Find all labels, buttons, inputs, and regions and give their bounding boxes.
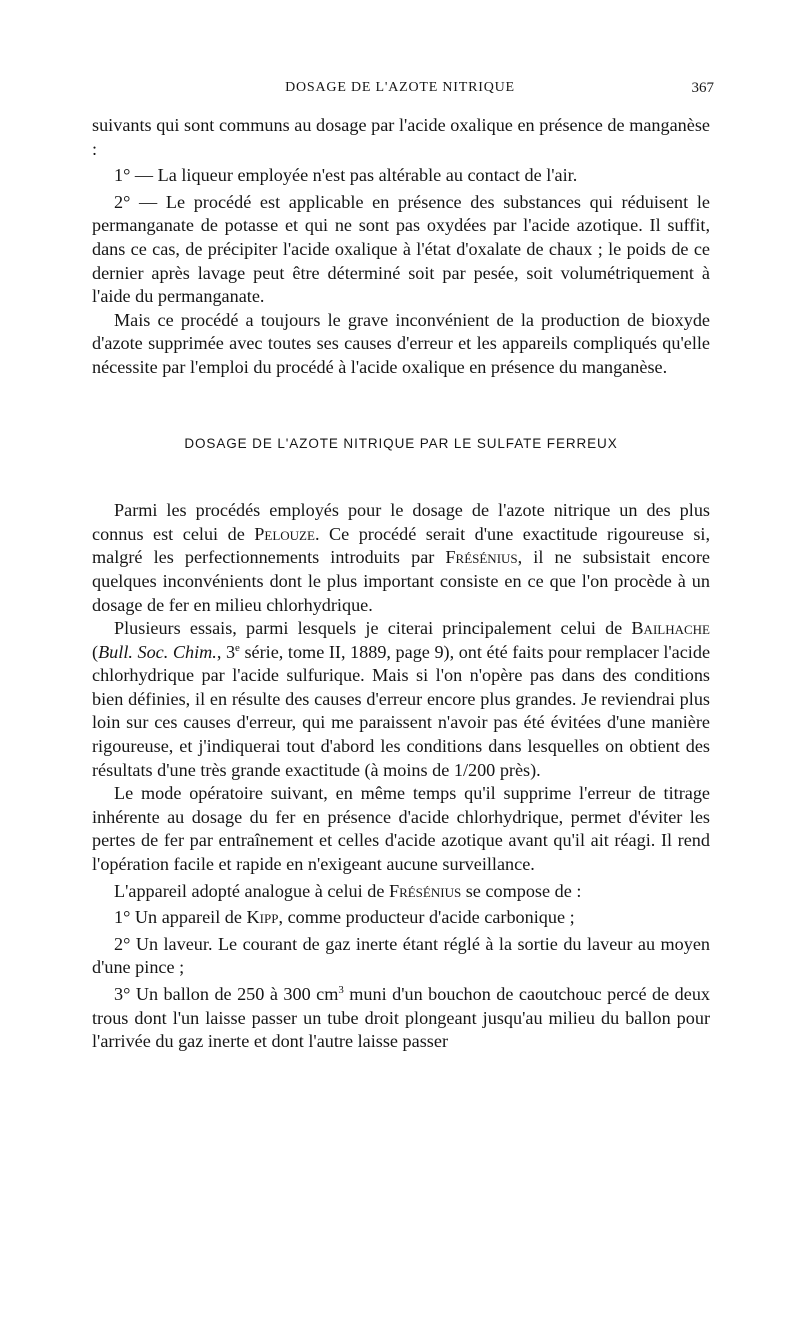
author-name: Kipp <box>246 907 279 928</box>
author-name: Frésénius <box>388 880 462 901</box>
paragraph: Le mode opératoire suivant, en même temps qu'il supprime l'erreur de titrage inhérente au dosage du fer en présence d'acide chlorhydrique, permet d'éviter les pertes de fer par entraînement et celles d'acide azotique avant qu'il ait réagi. Il rend l'opération facile et rapide en n'exigeant aucune surveillance. <box>92 783 710 875</box>
text-run: , il ne subsistait encore quelques inconvénients dont le plus important consiste en ce que l'on procède à un dosage de fer en milieu chlorhydrique. <box>92 547 710 615</box>
paragraph <box>92 499 710 617</box>
paragraph: suivants qui sont communs au dosage par l'acide oxalique en présence de manganèse : <box>92 115 710 159</box>
page-number: 367 <box>691 80 714 96</box>
superscript: 3 <box>338 983 344 996</box>
text-run: 1° Un appareil de <box>114 907 247 928</box>
author-name: Frésénius <box>445 547 518 568</box>
author-name: Pelouze <box>254 523 315 544</box>
list-item: 2° Un laveur. Le courant de gaz inerte étant réglé à la sortie du laveur au moyen d'une pince ; <box>92 933 710 978</box>
paragraph <box>92 880 710 904</box>
superscript: e <box>235 641 240 654</box>
paragraph <box>92 617 710 782</box>
author-name: Bailhache <box>631 618 710 639</box>
text-run: , comme producteur d'acide carbonique ; <box>278 907 575 928</box>
paragraph: 2° — Le procédé est applicable en présence des substances qui réduisent le permanganate de potasse et qui ne sont pas oxydées par l'acide azotique. Il suffit, dans ce cas, de précipiter l'acide oxalique à l'état d'oxalate de chaux ; le poids de ce dernier après lavage peut être déterminé soit par pesée, soit volumétriquement à l'aide du permanganate. <box>92 191 710 307</box>
text-run: muni d'un bouchon de caoutchouc percé de deux trous dont l'un laisse passer un tube droit plongeant jusqu'au milieu du ballon pour l'arrivée du gaz inerte et dont l'autre laisse passer <box>92 984 711 1052</box>
list-item <box>92 983 710 1054</box>
text-run: L'appareil adopté analogue à celui de <box>114 880 389 901</box>
text-run: se compose de : <box>461 880 582 901</box>
text-run: série, tome II, 1889, page 9), ont été faits pour remplacer l'acide chlorhydrique par l'acide sulfurique. Mais si l'on n'opère pas dans des conditions bien définies, il en résulte des causes d'erreur encore plus grandes. Je reviendrai plus loin sur ces causes d'erreur, qui me paraissent n'avoir pas été évitées d'une manière rigoureuse, et j'indiquerai tout d'abord les conditions dans lesquelles on obtient des résultats d'une très grande exactitude (à moins de 1/200 près). <box>92 641 711 780</box>
list-item <box>92 906 710 930</box>
section-heading: DOSAGE DE L'AZOTE NITRIQUE PAR LE SULFATE FERREUX <box>184 435 618 451</box>
running-title: DOSAGE DE L'AZOTE NITRIQUE <box>285 80 515 95</box>
text-run: ( <box>92 641 99 662</box>
page-body <box>92 114 710 1054</box>
journal-reference: Bull. Soc. Chim. <box>98 641 217 662</box>
text-run: , 3 <box>216 641 236 662</box>
text-run: . Ce procédé serait d'une exactitude rigoureuse si, malgré les perfectionnements introduits par <box>92 523 710 568</box>
paragraph: 1° — La liqueur employée n'est pas altérable au contact de l'air. <box>114 165 578 186</box>
text-run: Plusieurs essais, parmi lesquels je citerai principalement celui de <box>114 618 632 639</box>
paragraph: Mais ce procédé a toujours le grave inconvénient de la production de bioxyde d'azote supprimée avec toutes ses causes d'erreur et les appareils compliqués qu'elle nécessite par l'emploi du procédé à l'acide oxalique en présence du manganèse. <box>92 309 710 377</box>
text-run: Parmi les procédés employés pour le dosage de l'azote nitrique un des plus connus est celui de <box>92 500 710 544</box>
text-run: 3° Un ballon de 250 à 300 cm <box>114 984 339 1004</box>
running-header <box>0 80 800 100</box>
